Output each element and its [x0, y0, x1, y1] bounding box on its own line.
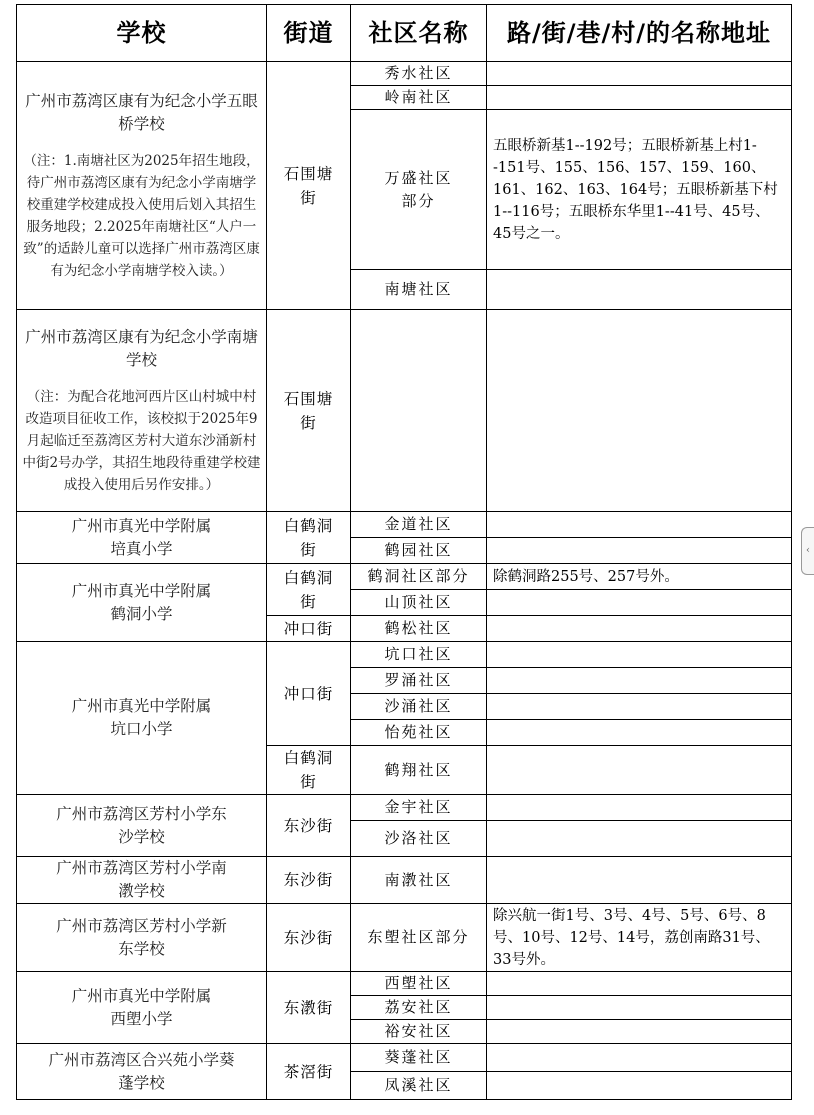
community-cell: 坑口社区 [351, 642, 487, 668]
address-cell: 除鹤洞路255号、257号外。 [487, 564, 792, 590]
school-cell: 广州市荔湾区合兴苑小学葵蓬学校 [17, 1044, 267, 1100]
community-cell: 沙涌社区 [351, 694, 487, 720]
street-cell: 东沙街 [267, 857, 351, 904]
address-cell [487, 996, 792, 1020]
community-cell: 鹤翔社区 [351, 746, 487, 795]
address-cell [487, 642, 792, 668]
community-cell: 沙洛社区 [351, 821, 487, 857]
header-street: 街道 [267, 5, 351, 62]
school-cell: 广州市真光中学附属坑口小学 [17, 642, 267, 795]
school-cell: 广州市荔湾区芳村小学新东学校 [17, 904, 267, 972]
street-cell: 东沙街 [267, 795, 351, 857]
street-cell: 冲口街 [267, 642, 351, 746]
school-cell [17, 62, 267, 310]
school-name: 广州市荔湾区康有为纪念小学五眼桥学校 [25, 91, 258, 133]
address-cell [487, 821, 792, 857]
community-cell: 怡苑社区 [351, 720, 487, 746]
address-cell [487, 590, 792, 616]
address-cell [487, 310, 792, 512]
community-cell: 裕安社区 [351, 1020, 487, 1044]
table-row [17, 642, 792, 668]
community-cell: 万盛社区部分 [351, 110, 487, 270]
community-cell: 西塱社区 [351, 972, 487, 996]
street-cell: 东漖街 [267, 972, 351, 1044]
street-cell: 白鹤洞街 [267, 512, 351, 564]
address-cell [487, 538, 792, 564]
community-cell: 凤溪社区 [351, 1072, 487, 1100]
address-cell [487, 1044, 792, 1072]
header-address: 路/街/巷/村/的名称地址 [487, 5, 792, 62]
school-cell: 广州市真光中学附属西塱小学 [17, 972, 267, 1044]
community-cell: 东塱社区部分 [351, 904, 487, 972]
school-cell: 广州市荔湾区芳村小学南漖学校 [17, 857, 267, 904]
table-row [17, 972, 792, 996]
community-cell: 岭南社区 [351, 86, 487, 110]
address-cell [487, 1072, 792, 1100]
side-expand-tab[interactable]: ‹ [801, 527, 814, 575]
community-cell: 鹤洞社区部分 [351, 564, 487, 590]
community-cell: 鹤松社区 [351, 616, 487, 642]
enrollment-table [16, 4, 792, 1100]
school-note: （注：1.南塘社区为2025年招生地段，待广州市荔湾区康有为纪念小学南塘学校重建学校建成投入使用后划入其招生服务地段；2.2025年南塘社区“人户一致”的适龄儿童可以选择广州市荔湾区康有为纪念小学南塘学校入读。） [23, 152, 260, 279]
table-row [17, 904, 792, 972]
table-row [17, 795, 792, 821]
address-cell [487, 270, 792, 310]
address-cell [487, 720, 792, 746]
address-cell [487, 668, 792, 694]
community-cell: 罗涌社区 [351, 668, 487, 694]
community-cell: 荔安社区 [351, 996, 487, 1020]
community-cell [351, 310, 487, 512]
street-cell: 茶滘街 [267, 1044, 351, 1100]
table-row [17, 1044, 792, 1072]
header-school: 学校 [17, 5, 267, 62]
header-row [17, 5, 792, 62]
community-cell: 鹤园社区 [351, 538, 487, 564]
address-cell: 五眼桥新基1--192号；五眼桥新基上村1--151号、155、156、157、159、160、161、162、163、164号；五眼桥新基下村1--116号；五眼桥东华里1--41号、45号、45号之一。 [487, 110, 792, 270]
school-cell [17, 310, 267, 512]
table-row [17, 512, 792, 538]
school-name: 广州市荔湾区康有为纪念小学南塘学校 [25, 327, 258, 369]
school-note: （注：为配合花地河西片区山村城中村改造项目征收工作，该校拟于2025年9月起临迁至荔湾区芳村大道东沙涌新村中街2号办学，其招生地段待重建学校建成投入使用后另作安排。） [22, 388, 261, 493]
address-cell [487, 694, 792, 720]
address-cell [487, 62, 792, 86]
community-cell: 金宇社区 [351, 795, 487, 821]
table-row [17, 857, 792, 904]
school-cell: 广州市荔湾区芳村小学东沙学校 [17, 795, 267, 857]
school-cell: 广州市真光中学附属鹤洞小学 [17, 564, 267, 642]
table-row [17, 62, 792, 86]
address-cell [487, 795, 792, 821]
address-cell [487, 86, 792, 110]
school-cell: 广州市真光中学附属培真小学 [17, 512, 267, 564]
street-cell: 石围塘街 [267, 310, 351, 512]
address-cell [487, 616, 792, 642]
table-row [17, 564, 792, 590]
street-cell: 石围塘街 [267, 62, 351, 310]
community-cell: 南漖社区 [351, 857, 487, 904]
header-community: 社区名称 [351, 5, 487, 62]
address-cell [487, 512, 792, 538]
community-cell: 山顶社区 [351, 590, 487, 616]
address-cell [487, 746, 792, 795]
community-cell: 南塘社区 [351, 270, 487, 310]
community-cell: 秀水社区 [351, 62, 487, 86]
address-cell: 除兴航一街1号、3号、4号、5号、6号、8号、10号、12号、14号，荔创南路31号、33号外。 [487, 904, 792, 972]
street-cell: 冲口街 [267, 616, 351, 642]
address-cell [487, 972, 792, 996]
address-cell [487, 857, 792, 904]
address-cell [487, 1020, 792, 1044]
street-cell: 白鹤洞街 [267, 746, 351, 795]
community-cell: 葵蓬社区 [351, 1044, 487, 1072]
table-row [17, 310, 792, 512]
community-cell: 金道社区 [351, 512, 487, 538]
street-cell: 东沙街 [267, 904, 351, 972]
street-cell: 白鹤洞街 [267, 564, 351, 616]
